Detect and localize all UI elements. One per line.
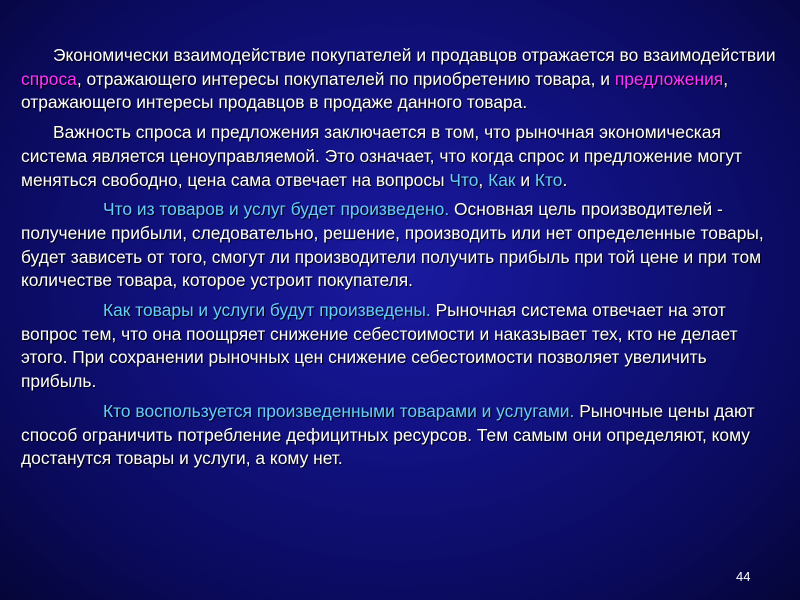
slide-text-body bbox=[21, 44, 776, 471]
paragraph-demand-supply-interaction bbox=[21, 44, 776, 115]
section-heading-how: Как товары и услуги будут произведены. bbox=[103, 300, 431, 321]
paragraph-text: Важность спроса и предложения заключается в том, что рыночная экономическая система является ценоуправляемой. Это означает, что когда спрос и предложение могут меняться свободно, цена сама отвечает на вопросы bbox=[21, 122, 742, 190]
paragraph-who-benefits bbox=[21, 400, 776, 471]
separator: . bbox=[562, 169, 568, 190]
separator: , bbox=[478, 169, 489, 190]
paragraph-what-to-produce bbox=[21, 198, 776, 293]
separator: и bbox=[515, 169, 535, 190]
paragraph-text: , отражающего интересы покупателей по приобретению товара, и bbox=[76, 68, 615, 89]
paragraph-text: , отражающего интересы продавцов в продаже данного товара. bbox=[21, 68, 729, 113]
term-demand: спроса bbox=[21, 68, 77, 89]
paragraph-price-driven-system bbox=[21, 121, 776, 192]
question-how: Как bbox=[488, 169, 516, 190]
term-supply: предложения bbox=[614, 68, 724, 89]
paragraph-text: Основная цель производителей - получение прибыли, следовательно, решение, производить или нет определенные товары, будет зависеть от того, смогут ли производители получить прибыль при той цене и при том количестве товара, которое устроит покупателя. bbox=[21, 199, 764, 291]
page-number: 44 bbox=[736, 569, 751, 584]
paragraph-text: Рыночные цены дают способ ограничить потребление дефицитных ресурсов. Тем самым они определяют, кому достанутся товары и услуги, а кому нет. bbox=[21, 400, 755, 469]
paragraph-text: Экономически взаимодействие покупателей и продавцов отражается во взаимодействии bbox=[53, 45, 776, 65]
question-what: Что bbox=[449, 169, 479, 190]
question-who: Кто bbox=[534, 169, 563, 190]
paragraph-how-to-produce bbox=[21, 299, 776, 394]
section-heading-what: Что из товаров и услуг будет произведено. bbox=[103, 199, 450, 220]
paragraph-text: Рыночная система отвечает на этот вопрос тем, что она поощряет снижение себестоимости и наказывает тех, кто не делает этого. При сохранении рыночных цен снижение себестоимости позволяет увеличить прибыль. bbox=[21, 300, 738, 392]
section-heading-who: Кто воспользуется произведенными товарами и услугами. bbox=[103, 400, 575, 421]
